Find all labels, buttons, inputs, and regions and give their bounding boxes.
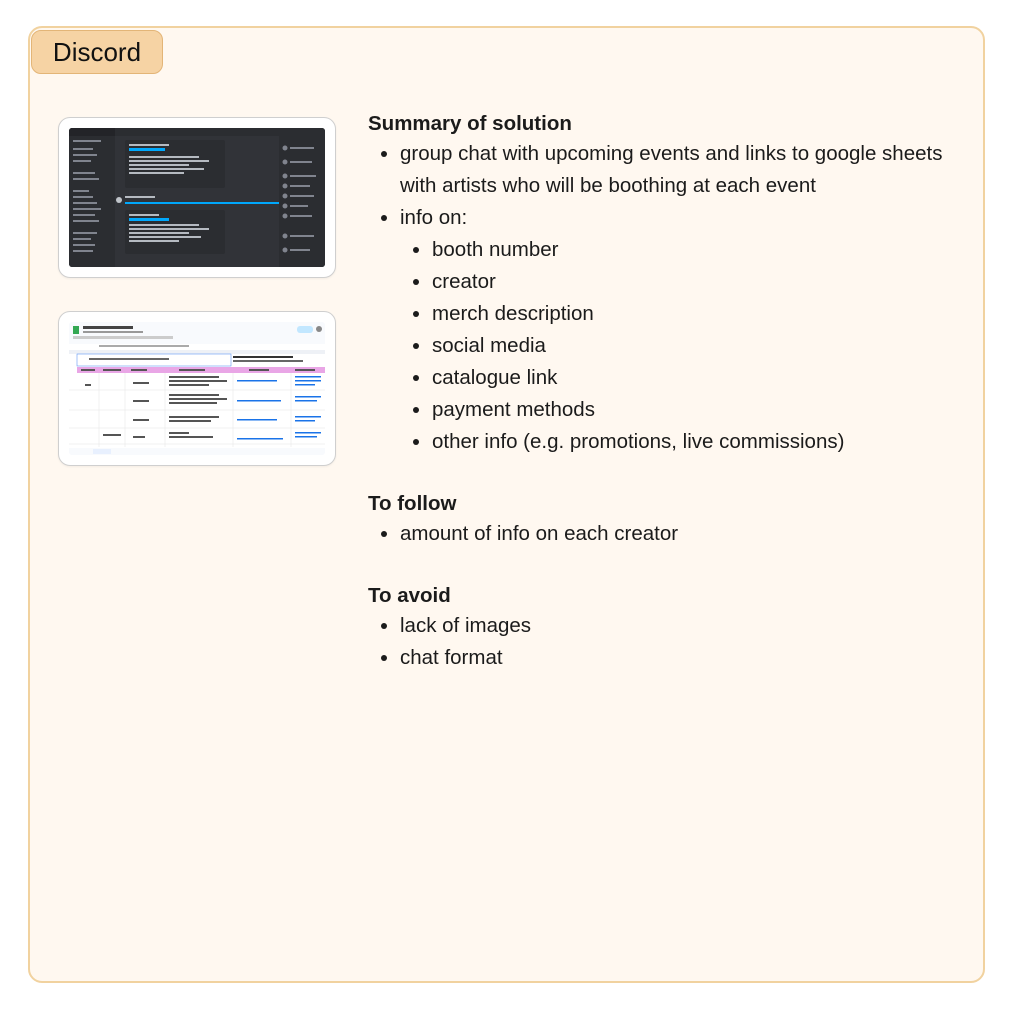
info-sublist: [400, 234, 968, 458]
summary-heading: Summary of solution: [368, 112, 572, 135]
discord-illustration: [69, 128, 325, 267]
to-avoid-item: • chat format: [400, 642, 968, 674]
summary-item-info-on: [400, 202, 968, 458]
discord-tag: Discord: [31, 30, 163, 74]
to-avoid-item: • lack of images: [400, 610, 968, 642]
section-spacer: [368, 458, 968, 490]
to-avoid-heading: To avoid: [368, 584, 451, 607]
discord-screenshot-thumbnail[interactable]: [58, 117, 336, 278]
section-spacer: [368, 550, 968, 582]
spreadsheet-screenshot-icon: [69, 322, 325, 455]
info-subitem: • catalogue link: [432, 362, 968, 394]
notes-content: [368, 110, 968, 674]
info-subitem: • booth number: [432, 234, 968, 266]
info-subitem: • creator: [432, 266, 968, 298]
summary-item-group-chat: • group chat with upcoming events and links to google sheets with artists who will be boothing at each event: [400, 138, 968, 202]
info-subitem: • other info (e.g. promotions, live commissions): [432, 426, 968, 458]
info-subitem: • merch description: [432, 298, 968, 330]
to-follow-heading: To follow: [368, 492, 457, 515]
spreadsheet-screenshot-thumbnail[interactable]: [58, 311, 336, 466]
spreadsheet-illustration: [69, 322, 325, 455]
info-subitem: • payment methods: [432, 394, 968, 426]
discord-screenshot-icon: [69, 128, 325, 267]
summary-list: [368, 138, 968, 458]
to-avoid-list: [368, 610, 968, 674]
summary-item-info-on-label: info on:: [400, 206, 468, 229]
to-follow-list: [368, 518, 968, 550]
info-subitem: • social media: [432, 330, 968, 362]
to-follow-item: • amount of info on each creator: [400, 518, 968, 550]
